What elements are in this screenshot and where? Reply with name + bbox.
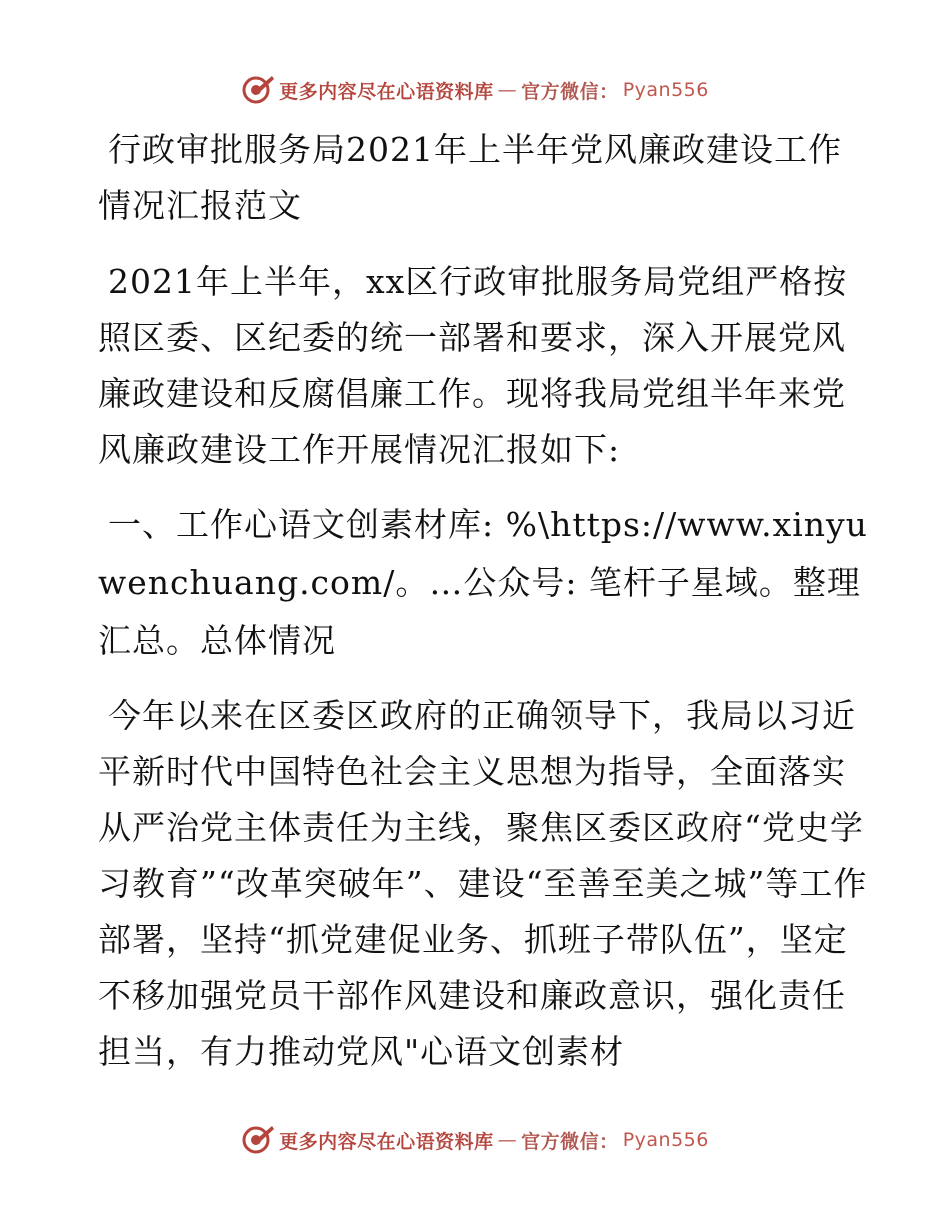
watermark-official-label: 官方微信： [521, 80, 619, 103]
body-paragraph: 今年以来在区委区政府的正确领导下，我局以习近平新时代中国特色社会主义思想为指导，全面落实从严治党主体责任为主线，聚焦区委区政府“党史学习教育”“改革突破年”、建设“至善至美之城”等工作部署，坚持“抓党建促业务、抓班子带队伍”，坚定不移加强党员干部作风建设和廉政意识，强化责任担当，有力推动党风"心语文创素材 [98, 696, 868, 1071]
footer-watermark [0, 1122, 950, 1158]
document-title: 行政审批服务局2021年上半年党风廉政建设工作情况汇报范文 [98, 130, 842, 225]
watermark-main-text: 更多内容尽在心语资料库 [279, 1130, 494, 1153]
watermark-wechat-id: Pyan556 [622, 1129, 709, 1151]
brand-logo-icon [241, 73, 275, 107]
watermark-official-label: 官方微信： [521, 1130, 619, 1153]
intro-paragraph: 2021年上半年，xx区行政审批服务局党组严格按照区委、区纪委的统一部署和要求，深入开展党风廉政建设和反腐倡廉工作。现将我局党组半年来党风廉政建设工作开展情况汇报如下: [98, 262, 848, 469]
document-body [98, 122, 868, 1080]
watermark-main-text: 更多内容尽在心语资料库 [279, 80, 494, 103]
watermark-dash: — [497, 79, 518, 101]
header-watermark [0, 72, 950, 108]
watermark-dash: — [497, 1129, 518, 1151]
brand-logo-icon [241, 1123, 275, 1157]
watermark-wechat-id: Pyan556 [622, 79, 709, 101]
section-heading-1: 一、工作心语文创素材库: %\https://www.xinyuwenchuang.com/。…公众号: 笔杆子星域。整理汇总。总体情况 [98, 505, 868, 660]
